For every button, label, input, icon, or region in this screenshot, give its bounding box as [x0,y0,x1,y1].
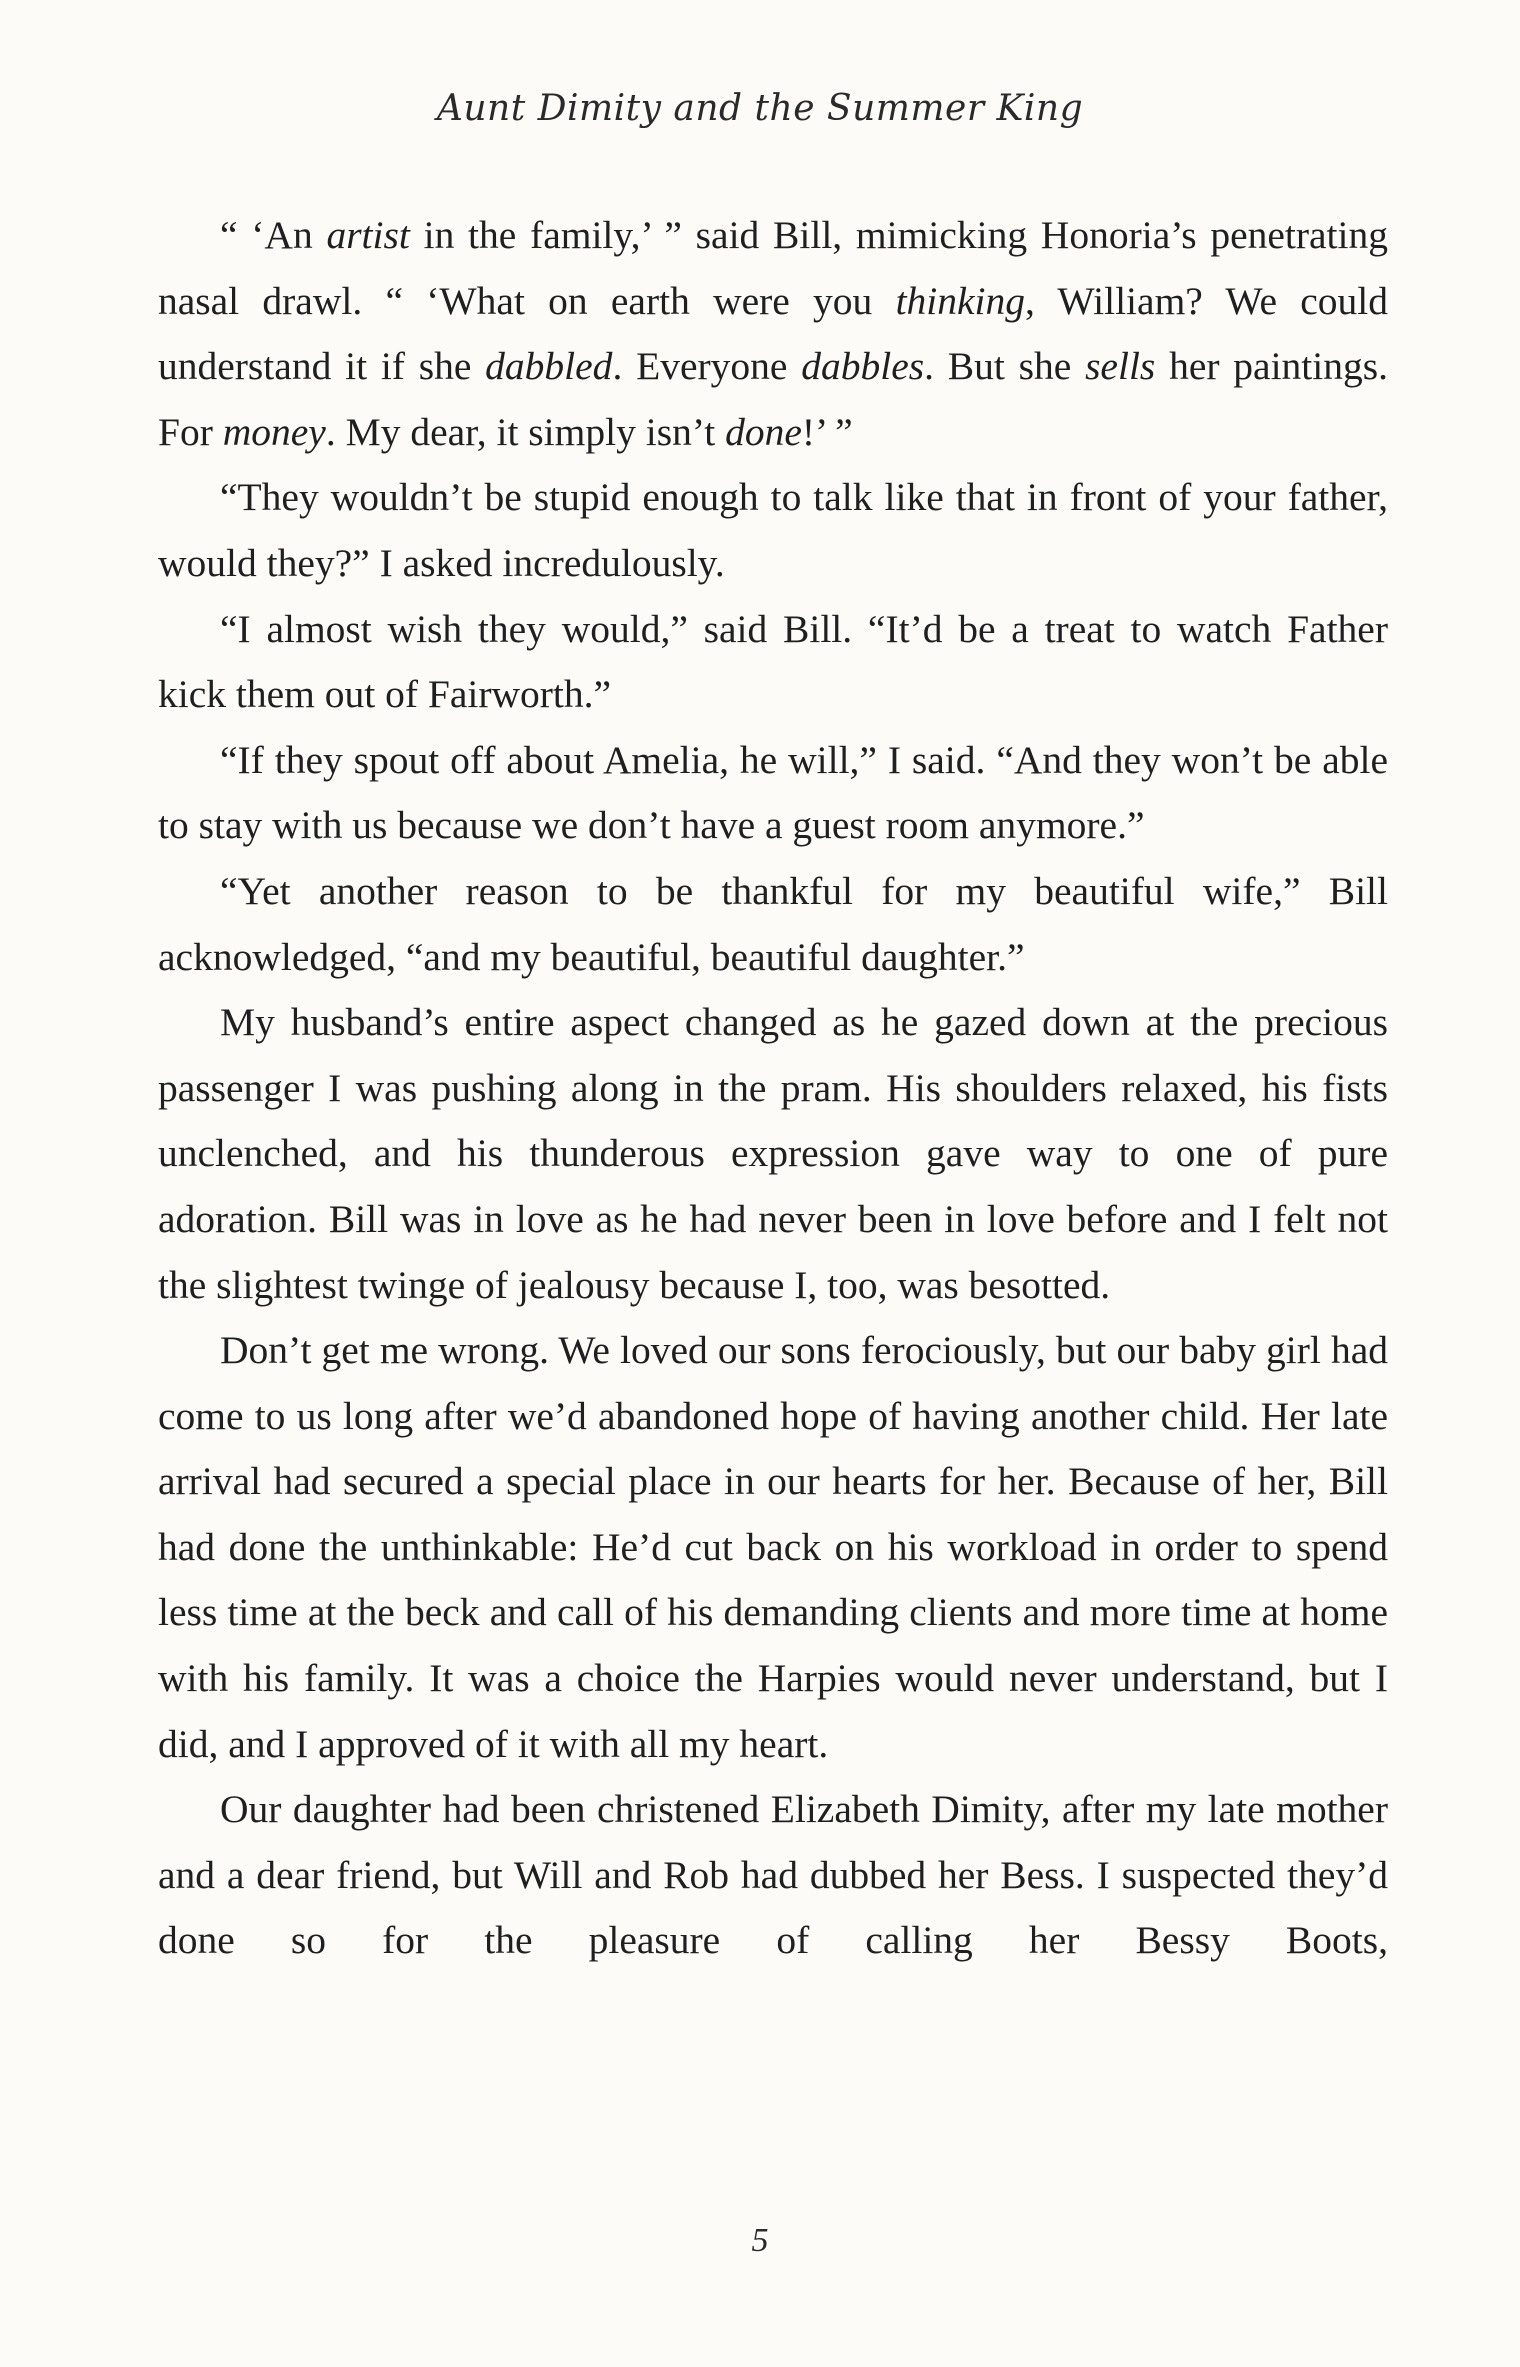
text-run: . Everyone [612,344,802,389]
text-run: My husband’s entire aspect changed as he gazed down at the precious passenger I was pushing along in the pram. His shoulders relaxed, his fists unclenched, and his thunderous expression gave way to one of pure adoration. Bill was in love as he had never been in love before and I felt not the slightest twinge of jealousy because I, too, was besotted. [158,1000,1388,1307]
paragraph [158,203,1388,465]
text-run: “Yet another reason to be thankful for my beautiful wife,” Bill acknowledged, “and my beautiful, beautiful daughter.” [158,868,1388,979]
running-title: Aunt Dimity and the Summer King [436,88,1084,129]
italic-text-run: dabbled [485,344,613,389]
italic-text-run: dabbles [801,344,925,389]
paragraph [158,597,1388,728]
paragraph [158,1318,1388,1777]
italic-text-run: sells [1085,344,1156,389]
text-run: !’ ” [801,409,853,454]
paragraph [158,465,1388,596]
text-run: . But she [924,344,1086,389]
paragraph [158,1777,1388,1974]
paragraph [158,990,1388,1318]
text-run: “They wouldn’t be stupid enough to talk like that in front of your father, would they?” I asked incredulously. [158,475,1388,585]
italic-text-run: done [725,409,802,454]
text-run: Our daughter had been christened Elizabeth Dimity, after my late mother and a dear friend, but Will and Rob had dubbed her Bess. I suspected they’d done so for the pleasure of calling her Bessy Boots, [158,1787,1388,1963]
text-run: “If they spout off about Amelia, he will,” I said. “And they won’t be able to stay with us because we don’t have a guest room anymore.” [158,737,1388,848]
paragraph [158,859,1388,990]
text-run: . My dear, it simply isn’t [325,409,726,454]
text-run: “I almost wish they would,” said Bill. “It’d be a treat to watch Father kick them out of Fairworth.” [158,606,1388,717]
page-number: 5 [751,2222,769,2259]
italic-text-run: artist [326,213,410,257]
body-text [158,203,1388,1974]
italic-text-run: thinking [895,278,1026,323]
italic-text-run: money [222,409,326,454]
text-run: Don’t get me wrong. We loved our sons ferociously, but our baby girl had come to us long after we’d abandoned hope of having another child. Her late arrival had secured a special place in our hearts for her. Because of her, Bill had done the unthinkable: He’d cut back on his workload in order to spend less time at the beck and call of his demanding clients and more time at home with his family. It was a choice the Harpies would never understand, but I did, and I approved of it with all my heart. [158,1328,1388,1766]
text-run: , William? We could understand it if she [158,278,1388,389]
text-run: her paintings. For [158,344,1388,454]
text-run: “ ‘An [220,213,327,257]
text-run: in the family,’ ” said Bill, mimicking Honoria’s penetrating nasal drawl. “ ‘What on earth were you [158,213,1388,323]
paragraph [158,728,1388,859]
